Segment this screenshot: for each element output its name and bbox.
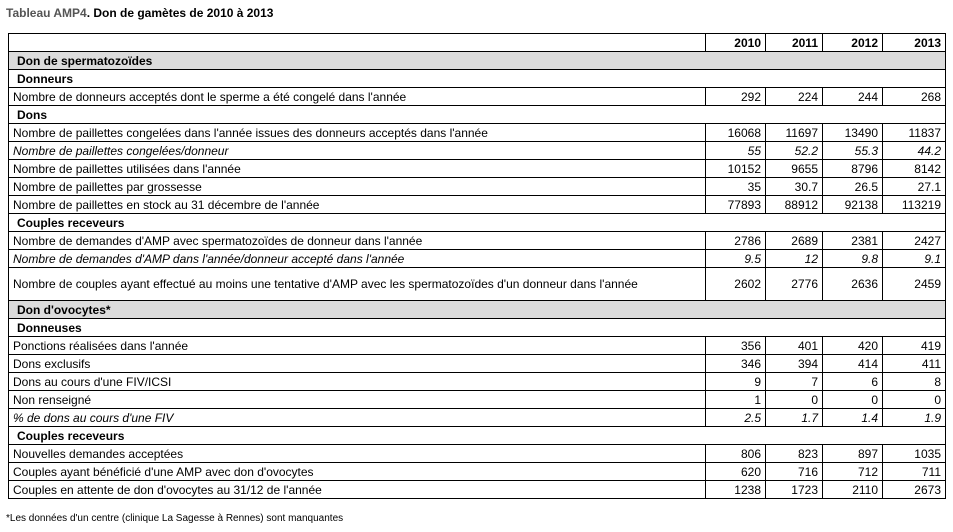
value-cell: 1.9 [883, 409, 946, 427]
group-title: Donneuses [9, 319, 946, 337]
group-header-row [9, 427, 946, 445]
value-cell: 2636 [823, 268, 883, 301]
table-title-text: . Don de gamètes de 2010 à 2013 [86, 6, 274, 20]
value-cell: 620 [706, 463, 766, 481]
value-cell: 30.7 [766, 178, 823, 196]
section-header-row [9, 52, 946, 70]
value-cell: 6 [823, 373, 883, 391]
value-cell: 394 [766, 355, 823, 373]
table-row [9, 409, 946, 427]
value-cell: 414 [823, 355, 883, 373]
footnote: *Les données d'un centre (clinique La Sagesse à Rennes) sont manquantes [6, 513, 344, 524]
value-cell: 9.1 [883, 250, 946, 268]
value-cell: 1723 [766, 481, 823, 499]
value-cell: 9.8 [823, 250, 883, 268]
value-cell: 897 [823, 445, 883, 463]
row-label: Nombre de couples ayant effectué au moins une tentative d'AMP avec les spermatozoïdes d'un donneur dans l'année [9, 268, 706, 301]
value-cell: 2673 [883, 481, 946, 499]
row-label: Nombre de paillettes par grossesse [9, 178, 706, 196]
group-title: Couples receveurs [9, 427, 946, 445]
table-title [6, 6, 273, 20]
header-year: 2010 [706, 34, 766, 52]
table-row [9, 391, 946, 409]
value-cell: 12 [766, 250, 823, 268]
value-cell: 2786 [706, 232, 766, 250]
value-cell: 806 [706, 445, 766, 463]
value-cell: 2381 [823, 232, 883, 250]
table-row [9, 250, 946, 268]
table-row [9, 88, 946, 106]
value-cell: 55 [706, 142, 766, 160]
value-cell: 1035 [883, 445, 946, 463]
value-cell: 346 [706, 355, 766, 373]
table-row [9, 160, 946, 178]
value-cell: 716 [766, 463, 823, 481]
row-label: Couples en attente de don d'ovocytes au 31/12 de l'année [9, 481, 706, 499]
value-cell: 8 [883, 373, 946, 391]
value-cell: 13490 [823, 124, 883, 142]
value-cell: 9 [706, 373, 766, 391]
value-cell: 8796 [823, 160, 883, 178]
row-label: % de dons au cours d'une FIV [9, 409, 706, 427]
row-label: Nombre de paillettes en stock au 31 décembre de l'année [9, 196, 706, 214]
value-cell: 712 [823, 463, 883, 481]
value-cell: 2.5 [706, 409, 766, 427]
table-row [9, 481, 946, 499]
value-cell: 419 [883, 337, 946, 355]
value-cell: 16068 [706, 124, 766, 142]
group-header-row [9, 214, 946, 232]
table-row [9, 178, 946, 196]
value-cell: 2776 [766, 268, 823, 301]
section-header-row [9, 301, 946, 319]
value-cell: 0 [823, 391, 883, 409]
table-row [9, 337, 946, 355]
value-cell: 0 [883, 391, 946, 409]
value-cell: 2110 [823, 481, 883, 499]
value-cell: 2427 [883, 232, 946, 250]
group-title: Dons [9, 106, 946, 124]
value-cell: 823 [766, 445, 823, 463]
table-body [9, 52, 946, 499]
row-label: Nombre de paillettes utilisées dans l'année [9, 160, 706, 178]
value-cell: 10152 [706, 160, 766, 178]
value-cell: 1.4 [823, 409, 883, 427]
header-year: 2012 [823, 34, 883, 52]
value-cell: 11697 [766, 124, 823, 142]
table-row [9, 142, 946, 160]
row-label: Non renseigné [9, 391, 706, 409]
value-cell: 2689 [766, 232, 823, 250]
value-cell: 88912 [766, 196, 823, 214]
value-cell: 268 [883, 88, 946, 106]
value-cell: 1238 [706, 481, 766, 499]
value-cell: 356 [706, 337, 766, 355]
value-cell: 27.1 [883, 178, 946, 196]
value-cell: 1 [706, 391, 766, 409]
row-label: Nombre de paillettes congelées/donneur [9, 142, 706, 160]
row-label: Dons exclusifs [9, 355, 706, 373]
value-cell: 411 [883, 355, 946, 373]
value-cell: 9655 [766, 160, 823, 178]
value-cell: 401 [766, 337, 823, 355]
value-cell: 420 [823, 337, 883, 355]
value-cell: 55.3 [823, 142, 883, 160]
row-label: Dons au cours d'une FIV/ICSI [9, 373, 706, 391]
value-cell: 8142 [883, 160, 946, 178]
table-row [9, 232, 946, 250]
row-label: Nombre de demandes d'AMP dans l'année/donneur accepté dans l'année [9, 250, 706, 268]
table-row [9, 268, 946, 301]
header-year: 2013 [883, 34, 946, 52]
value-cell: 292 [706, 88, 766, 106]
table-row [9, 463, 946, 481]
section-title: Don de spermatozoïdes [9, 52, 946, 70]
row-label: Ponctions réalisées dans l'année [9, 337, 706, 355]
group-header-row [9, 106, 946, 124]
value-cell: 0 [766, 391, 823, 409]
table-title-prefix: Tableau AMP4 [6, 6, 87, 20]
header-year: 2011 [766, 34, 823, 52]
row-label: Nombre de paillettes congelées dans l'année issues des donneurs acceptés dans l'année [9, 124, 706, 142]
value-cell: 9.5 [706, 250, 766, 268]
row-label: Nombre de donneurs acceptés dont le sperme a été congelé dans l'année [9, 88, 706, 106]
value-cell: 2459 [883, 268, 946, 301]
value-cell: 1.7 [766, 409, 823, 427]
value-cell: 711 [883, 463, 946, 481]
group-title: Donneurs [9, 70, 946, 88]
value-cell: 35 [706, 178, 766, 196]
header-label-cell [9, 34, 706, 52]
value-cell: 2602 [706, 268, 766, 301]
value-cell: 11837 [883, 124, 946, 142]
table-row [9, 445, 946, 463]
group-title: Couples receveurs [9, 214, 946, 232]
table-row [9, 196, 946, 214]
value-cell: 52.2 [766, 142, 823, 160]
header-row [9, 34, 946, 52]
table-row [9, 373, 946, 391]
value-cell: 77893 [706, 196, 766, 214]
value-cell: 244 [823, 88, 883, 106]
group-header-row [9, 70, 946, 88]
gamete-donation-table [8, 33, 946, 499]
value-cell: 224 [766, 88, 823, 106]
value-cell: 92138 [823, 196, 883, 214]
value-cell: 113219 [883, 196, 946, 214]
value-cell: 26.5 [823, 178, 883, 196]
value-cell: 7 [766, 373, 823, 391]
row-label: Couples ayant bénéficié d'une AMP avec don d'ovocytes [9, 463, 706, 481]
value-cell: 44.2 [883, 142, 946, 160]
section-title: Don d'ovocytes* [9, 301, 946, 319]
row-label: Nouvelles demandes acceptées [9, 445, 706, 463]
row-label: Nombre de demandes d'AMP avec spermatozoïdes de donneur dans l'année [9, 232, 706, 250]
table-row [9, 355, 946, 373]
group-header-row [9, 319, 946, 337]
table-row [9, 124, 946, 142]
